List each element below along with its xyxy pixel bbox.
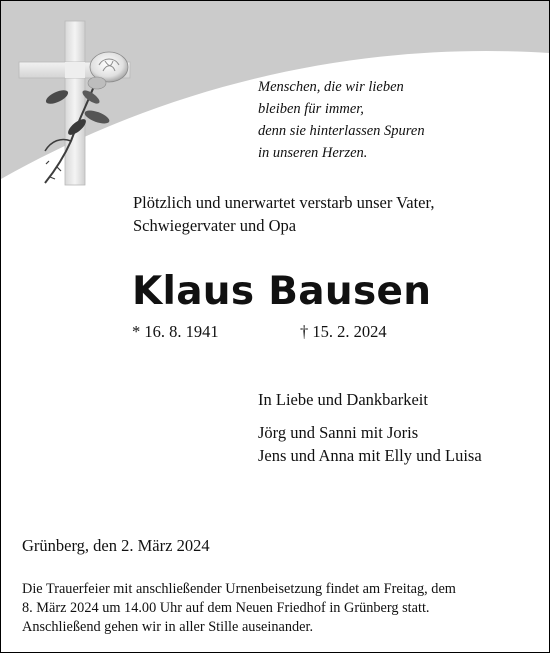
funeral-notice [22,580,534,637]
poem-line: Menschen, die wir lieben [258,79,404,95]
intro-line: Schwiegervater und Opa [133,216,297,235]
death-date: † 15. 2. 2024 [300,322,387,341]
intro-line: Plötzlich und unerwartet verstarb unser Vater, [133,193,435,212]
mourner-line: Jörg und Sanni mit Joris [258,423,419,442]
place-and-date: Grünberg, den 2. März 2024 [22,536,210,555]
mourner-line: Jens und Anna mit Elly und Luisa [258,446,482,465]
notice-line: Anschließend gehen wir in aller Stille auseinander. [22,619,314,635]
poem [258,76,518,164]
poem-line: bleiben für immer, [258,101,364,117]
mourners-heading: In Liebe und Dankbarkeit [258,390,428,409]
deceased-name: Klaus Bausen [132,269,432,314]
poem-line: in unseren Herzen. [258,145,368,161]
death-announcement-text [133,191,533,237]
poem-line: denn sie hinterlassen Spuren [258,123,425,139]
notice-line: 8. März 2024 um 14.00 Uhr auf dem Neuen Friedhof in Grünberg statt. [22,600,430,616]
mourners-list [258,421,482,467]
notice-line: Die Trauerfeier mit anschließender Urnenbeisetzung findet am Freitag, dem [22,581,456,597]
birth-date: * 16. 8. 1941 [132,322,219,341]
